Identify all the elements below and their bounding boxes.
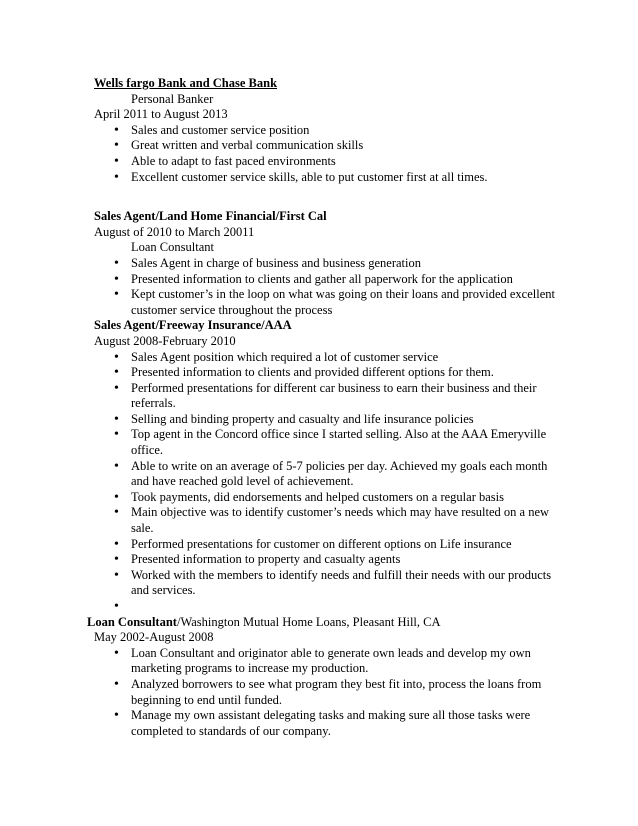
list-item: • Top agent in the Concord office since I started selling. Also at the AAA Emeryville office. — [94, 427, 564, 458]
empty-list-item — [94, 599, 564, 615]
list-item: • Main objective was to identify customer’s needs which may have resulted on a new sale. — [94, 505, 564, 536]
list-item: • Performed presentations for customer on different options on Life insurance — [94, 537, 564, 553]
job-bullet-list — [94, 350, 564, 615]
job-dates: May 2002-August 2008 — [94, 630, 214, 645]
list-item: • Able to adapt to fast paced environments — [94, 154, 564, 170]
list-item: • Loan Consultant and originator able to generate own leads and develop my own marketing programs to increase my production. — [94, 646, 564, 677]
job-bullet-list — [94, 123, 564, 185]
list-item: • Presented information to property and casualty agents — [94, 552, 564, 568]
list-item: • Kept customer’s in the loop on what was going on their loans and provided excellent customer service throughout the process — [94, 287, 564, 318]
job-bullet-list — [94, 256, 564, 318]
list-item: • Manage my own assistant delegating tasks and making sure all those tasks were completed to standards of our company. — [94, 708, 564, 739]
list-item: • Great written and verbal communication skills — [94, 138, 564, 154]
list-item: • Worked with the members to identify needs and fulfill their needs with our products and services. — [94, 568, 564, 599]
list-item: • Sales and customer service position — [94, 123, 564, 139]
job-land-home-financial — [94, 209, 564, 318]
list-item: • Took payments, did endorsements and helped customers on a regular basis — [94, 490, 564, 506]
list-item: • Performed presentations for different car business to earn their business and their referrals. — [94, 381, 564, 412]
job-heading: Sales Agent/Land Home Financial/First Cal — [94, 209, 327, 224]
list-item: • Able to write on an average of 5-7 policies per day. Achieved my goals each month and have reached gold level of achievement. — [94, 459, 564, 490]
list-item: • Sales Agent in charge of business and business generation — [94, 256, 564, 272]
job-title: Loan Consultant — [131, 240, 214, 255]
list-item: • Selling and binding property and casualty and life insurance policies — [94, 412, 564, 428]
job-dates: August 2008-February 2010 — [94, 333, 236, 348]
job-title: Personal Banker — [131, 91, 214, 106]
list-item: • Presented information to clients and provided different options for them. — [94, 365, 564, 381]
list-item: • Excellent customer service skills, able to put customer first at all times. — [94, 170, 564, 186]
list-item: • Sales Agent position which required a lot of customer service — [94, 350, 564, 366]
work-history — [87, 76, 564, 739]
job-heading — [87, 615, 564, 631]
job-wells-fargo-chase — [94, 76, 564, 185]
list-item: • Presented information to clients and gather all paperwork for the application — [94, 272, 564, 288]
job-company: /Washington Mutual Home Loans, Pleasant Hill, CA — [176, 614, 441, 629]
list-item: • Analyzed borrowers to see what program they best fit into, process the loans from beginning to end until funded. — [94, 677, 564, 708]
section-spacer — [94, 185, 564, 209]
job-freeway-insurance — [94, 318, 564, 614]
job-title: Loan Consultant — [87, 614, 177, 629]
job-company: Wells fargo Bank and Chase Bank — [94, 76, 278, 90]
job-washington-mutual — [87, 615, 564, 740]
job-heading: Sales Agent/Freeway Insurance/AAA — [94, 318, 292, 333]
job-dates: August of 2010 to March 20011 — [94, 224, 255, 239]
job-dates: April 2011 to August 2013 — [94, 107, 228, 122]
job-bullet-list — [94, 646, 564, 740]
